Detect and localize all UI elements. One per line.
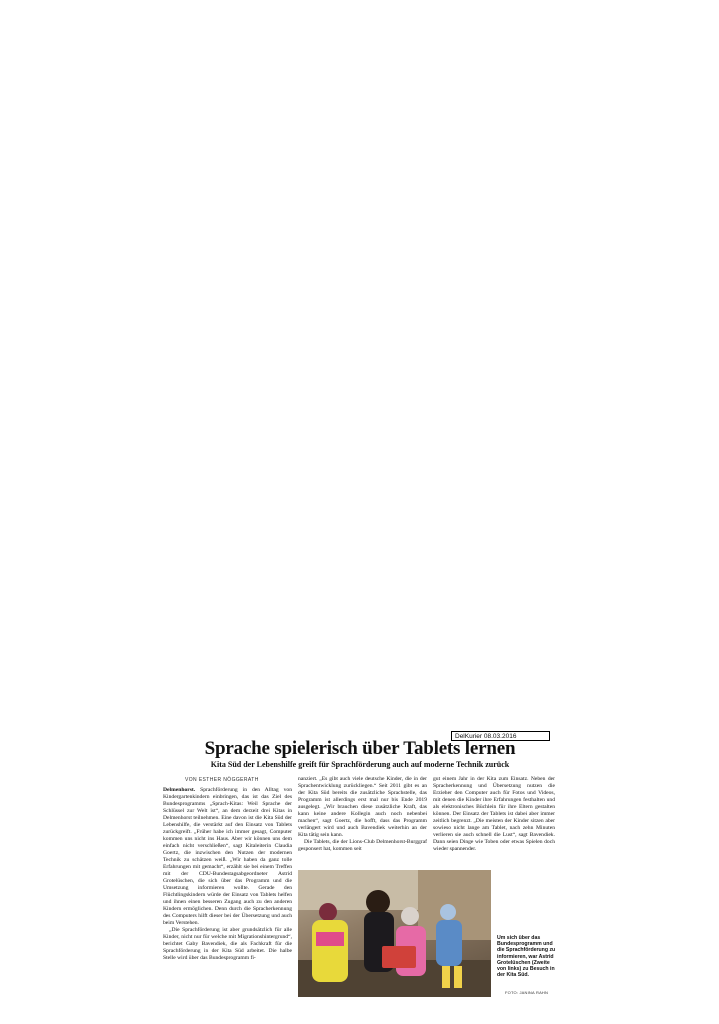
article-column-1 <box>163 787 292 962</box>
paragraph-text: Sprachförderung in den Alltag von Kindergartenkindern einbringen, das ist das Ziel des Bundesprogramms „Sprach-Kitas: Weil Sprache der Schlüssel zur Welt ist“, an dem derzeit drei Kitas in Delmenhorst teilnehmen. Eine davon ist die Kita Süd der Lebenshilfe, die verstärkt auf den Einsatz von Tablets zurückgreift. „Früher habe ich immer gesagt, Computer kommen uns nicht ins Haus. Aber wir können uns dem einfach nicht verschließen“, sagt Kitaleiterin Claudia Goertz, die inzwischen den Nutzen der modernen Technik zu schätzen weiß. „Wir haben da ganz tolle Erfahrungen mit gemacht“, erzählt sie bei einem Treffen mit der CDU-Bundestagsabgeordneter Astrid Grotelüschen, die sich über das Programm und die Umsetzung informieren wollte. Gerade den Flüchtlingskindern würde der Einsatz von Tablets helfen und ihnen einen besseren Zugang auch zu den anderen Kindern ermöglichen. Denn durch die Spracherkennung des Computers hilft dieser bei der Übersetzung und auch beim Verstehen. <box>163 787 292 926</box>
photo-illustration <box>298 870 491 997</box>
photo-caption: Um sich über das Bundesprogramm und die Sprachförderung zu informieren, war Astrid Grotelüschen (Zweite von links) zu Besuch in der Kita Süd. <box>497 935 556 979</box>
subheadline: Kita Süd der Lebenshilfe greift für Sprachförderung auch auf moderne Technik zurück <box>210 760 510 769</box>
article-column-3 <box>433 776 555 853</box>
headline: Sprache spielerisch über Tablets lernen <box>204 738 516 759</box>
article-photo <box>298 870 491 997</box>
photo-credit: FOTO: JANINA RAHN <box>505 990 549 995</box>
source-tag: DelKurier 08.03.2016 <box>451 731 550 741</box>
article-column-2 <box>298 776 427 853</box>
dateline: Delmenhorst. <box>163 787 196 793</box>
paragraph: nanziert. „Es gibt auch viele deutsche Kinder, die in der Sprachentwicklung zurückliegen.“ Seit 2011 gibt es an der Kita Süd bereits die zusätzliche Sprachstelle, das Programm ist allerdings erst mal nur bis Ende 2019 ausgelegt. „Wir brauchen diese zusätzliche Kraft, das kann keine andere Kollegin auch noch nebenbei machen“, sagt Goertz, die hofft, dass das Programm verlängert wird und auch Bavendiek weiterhin an der Kita tätig sein kann. <box>298 776 427 838</box>
paragraph: gut einem Jahr in der Kita zum Einsatz. Neben der Spracherkennung und Übersetzung nutzen die Erzieher den Computer auch für Fotos und Videos, mit denen die Kinder ihre Erfahrungen festhalten und als elektronisches Büchlein für ihre Eltern gestalten können. Der Einsatz der Tablets ist dabei aber immer zeitlich begrenzt. „Die meisten der Kinder sitzen aber sowieso nicht lange am Tablet, nach zehn Minuten verlieren sie auch schnell die Lust“, sagt Bavendiek. Dann seien Dinge wie Toben oder etwas Spielen doch wieder spannender. <box>433 776 555 852</box>
byline: VON ESTHER NÖGGERATH <box>185 777 259 783</box>
paragraph <box>163 787 292 927</box>
paragraph: „Die Sprachförderung ist aber grundsätzlich für alle Kinder, nicht nur für welche mit Migrationshintergrund“, berichtet Gaby Bavendiek, die als Fachkraft für die Sprachförderung in der Kita Süd arbeitet. Die halbe Stelle wird über das Bundesprogramm fi- <box>163 927 292 961</box>
paragraph: Die Tablets, die der Lions-Club Delmenhorst-Burggraf gesponsert hat, kommen seit <box>298 839 427 852</box>
